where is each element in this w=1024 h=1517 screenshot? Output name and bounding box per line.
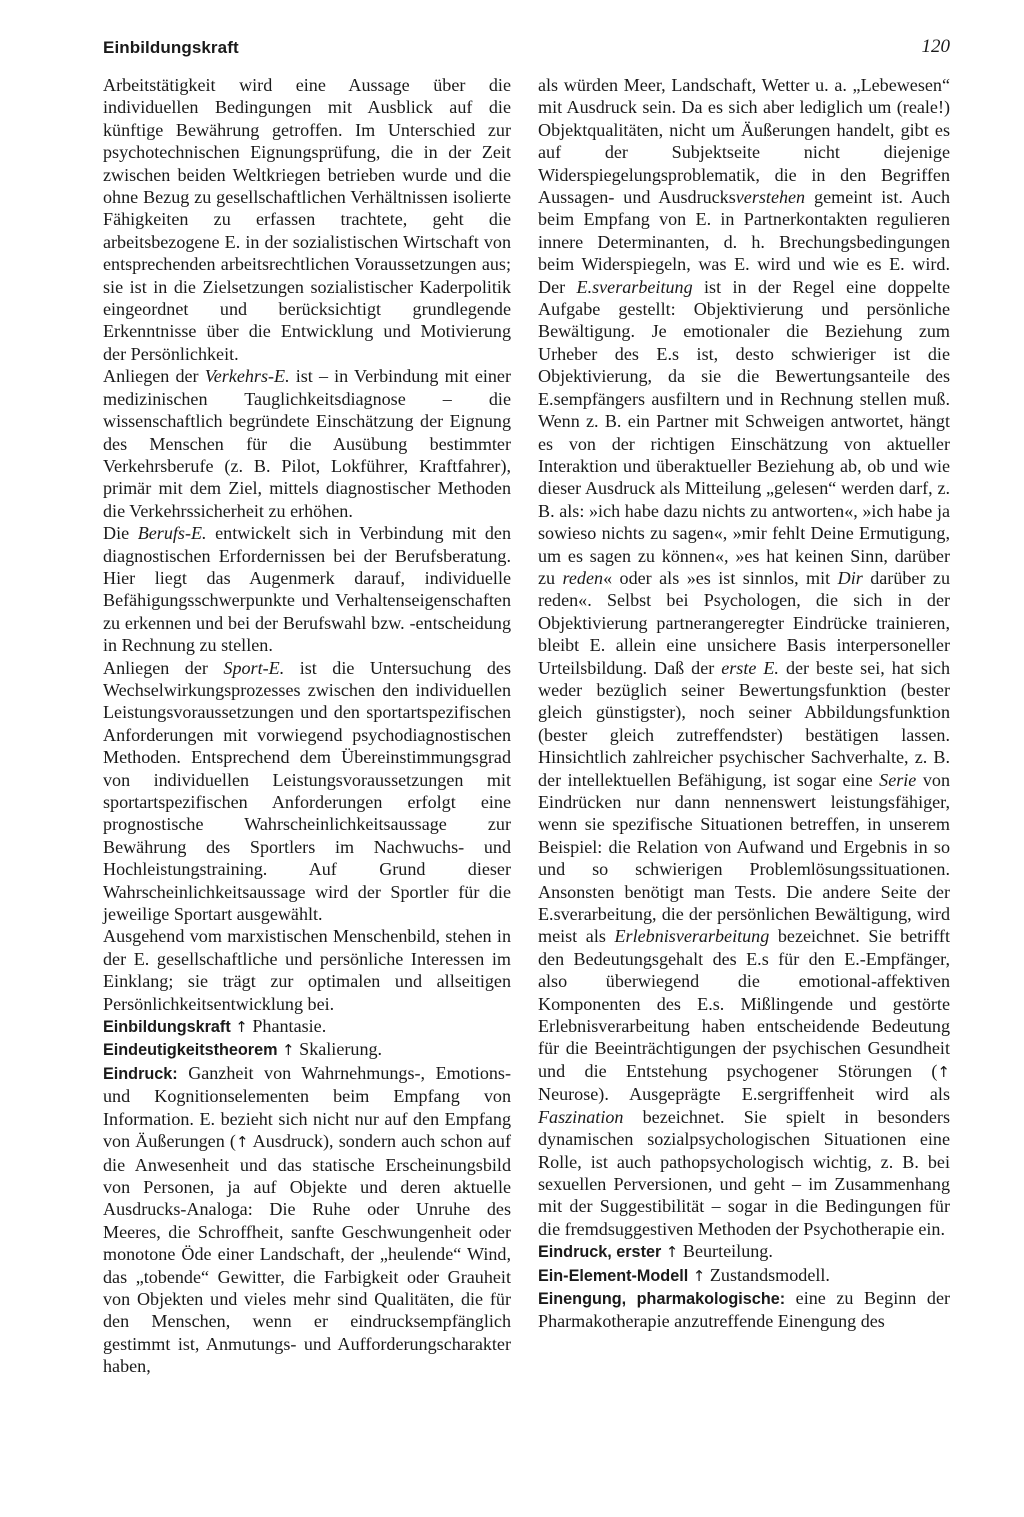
page-number: 120: [921, 36, 950, 57]
paragraph-sport-e: Anliegen der Sport-E. ist die Untersuchung des Wechselwirkungsprozesses zwischen den individuellen Leistungsvoraussetzungen und den sportartspezifischen Anforderungen mit vorwiegend psychodiagnostischen Methoden. Entsprechend dem Übereinstimmungsgrad von individuellen Leistungsvoraussetzungen mit sportartspezifischen Anforderungen erfolgt eine prognostische Wahrscheinlichkeitsaussage zur Bewährung des Sportlers im Nachwuchs- und Hochleistungstraining. Auf Grund dieser Wahrscheinlichkeitsaussage wird der Sportler für die jeweilige Sportart ausgewählt.: [103, 657, 511, 925]
term-faszination: Faszination: [538, 1106, 624, 1127]
running-head: Einbildungskraft: [103, 38, 239, 57]
cross-reference-target: Skalierung.: [299, 1039, 383, 1060]
entry-headword: Ein-Element-Modell: [538, 1266, 689, 1285]
entry-eindeutigkeitstheorem: [103, 1038, 511, 1061]
cross-reference-arrow-icon: ↑: [692, 1266, 706, 1285]
term-erste-e: erste E.: [721, 657, 779, 678]
cross-reference-target: Zustandsmodell.: [709, 1264, 830, 1285]
term-berufs-e: Berufs-E.: [137, 523, 207, 544]
paragraph-eindruck-continued: als würden Meer, Landschaft, Wetter u. a. „Lebewesen“ mit Ausdruck sein. Da es sich aber lediglich um (reale!) Objektqualitäten, nicht um Äußerungen handelt, gibt es auf der Subjektseite nicht diejenige Widerspiegelungsproblematik, die in den Begriffen Aussagen- und Ausdrucksverstehen gemeint ist. Auch beim Empfang von E. in Partnerkontakten regulieren innere Determinanten, d. h. Brechungsbedingungen beim Widerspiegeln, was E. wird und wie es E. wird. Der E.sverarbeitung ist in der Regel eine doppelte Aufgabe gestellt: Objektivierung und persönliche Bewältigung. Je emotionaler die Beziehung zum Urheber des E.s ist, desto schwieriger ist die Objektivierung, da sie die Bewertungsanteile des E.sempfängers ausfiltern und in Rechnung stellen muß. Wenn z. B. ein Partner mit Schweigen antwortet, hängt es von der richtigen Einschätzung von aktueller Interaktion und überaktueller Beziehung ab, ob und wie dieser Ausdruck als Mitteilung „gelesen“ werden darf, z. B. als: »ich habe dazu nichts zu antworten«, »ich habe ja sowieso nichts zu sagen«, »mir fehlt Deine Ermutigung, um es sagen zu können«, »es hat keinen Sinn, darüber zu reden« oder als »es ist sinnlos, mit Dir darüber zu reden«. Selbst bei Psychologen, die sich in der Objektivierung partnerangeregter Eindrücke trainieren, bleibt E. allein eine unsichere Basis interpersoneller Urteilsbildung. Daß der erste E. der beste sei, hat sich weder bezüglich seiner Bewertungsfunktion (bester gleich günstigster), noch seiner Abbildungsfunktion (bester gleich zutreffendster) bestätigen lassen. Hinsichtlich zahlreicher psychischer Sachverhalte, z. B. der intellektuellen Befähigung, ist sogar eine Serie von Eindrücken nur dann nennenswert leistungsfähiger, wenn sie spezifische Situationen betreffen, in unserem Beispiel: die Relation von Aufwand und Ergebnis in so und so schwierigen Problemlösungssituationen. Ansonsten benötigt man Tests. Die andere Seite der E.sverarbeitung, die der persönlichen Bewältigung, wird meist als Erlebnisverarbeitung bezeichnet. Sie betrifft den Bedeutungsgehalt des E.s für den E.-Empfänger, also überwiegend die emotional-affektiven Komponenten des E.s. Mißlingende und gestörte Erlebnisverarbeitung haben entscheidende Bedeutung für die Beeinträchtigungen der psychischen Gesundheit und die Entstehung psychogener Störungen (↑ Neurose). Ausgeprägte E.sergriffenheit wird als Faszination bezeichnet. Sie spielt in besonders dynamischen sozialpsychologischen Situationen eine Rolle, ist auch pathopsychologisch wichtig, z. B. bei sexuellen Perversionen, und geht – im Zusammenhang mit der Suggestibilität – sogar in die Bedingungen für die fremdsuggestiven Methoden der Psychotherapie ein.: [538, 75, 950, 1239]
entry-eindruck: Eindruck: Ganzheit von Wahrnehmungs-, Emotions- und Kognitionselementen beim Empfang von Information. E. bezieht sich nicht nur auf den Empfang von Äußerungen (↑ Ausdruck), sondern auch schon auf die Anwesenheit und das statische Erscheinungsbild von Personen, ja auf Objekte und deren aktuelle Ausdrucks-Analoga: Die Ruhe oder Unruhe des Meeres, die Schroffheit, sanfte Geschwungenheit oder monotone Öde einer Landschaft, der „heulende“ Wind, das „tobende“ Gewitter, die Farbigkeit oder Grauheit von Objekten und vieles mehr sind Qualitäten, die für den Menschen, wenn er eindrucksempfänglich gestimmt ist, Anmutungs- und Aufforderungscharakter haben,: [103, 1062, 511, 1377]
cross-reference-arrow-icon: ↑: [665, 1243, 679, 1262]
term-erlebnisverarbeitung: Erlebnisverarbeitung: [614, 926, 770, 947]
entry-headword: Einbildungskraft: [103, 1018, 231, 1037]
term-sport-e: Sport-E.: [223, 657, 285, 678]
cross-reference-arrow-icon: ↑: [235, 1018, 248, 1037]
paragraph-verkehrs-e: Anliegen der Verkehrs-E. ist – in Verbindung mit einer medizinischen Tauglichkeitsdiagnose – die wissenschaftlich begründete Einschätzung der Eignung des Menschen für die Ausübung bestimmter Verkehrsberufe (z. B. Pilot, Lokführer, Kraftfahrer), primär mit dem Ziel, mittels diagnostischer Methoden die Verkehrssicherheit zu erhöhen.: [103, 366, 511, 521]
entry-einengung-pharmakologische: Einengung, pharmakologische: eine zu Beginn der Pharmakotherapie anzutreffende Einengung des: [538, 1287, 950, 1332]
entry-eindruck-erster: [538, 1240, 950, 1263]
term-verkehrs-e: Verkehrs-E.: [204, 366, 290, 387]
right-column: [538, 74, 950, 1333]
cross-reference-arrow-icon: ↑: [937, 1062, 950, 1081]
paragraph-menschenbild: Ausgehend vom marxistischen Menschenbild, stehen in der E. gesellschaftliche und persönliche Interessen im Einklang; sie trägt zur optimalen und allseitigen Persönlichkeitsentwicklung bei.: [103, 926, 511, 1014]
entry-headword: Eindruck, erster: [538, 1243, 662, 1262]
entry-ein-element-modell: [538, 1264, 950, 1287]
entry-einbildungskraft: [103, 1015, 511, 1038]
cross-reference-target: Beurteilung.: [682, 1241, 773, 1262]
entry-headword: Einengung, pharmakologische:: [538, 1289, 786, 1308]
cross-reference-arrow-icon: ↑: [282, 1041, 295, 1060]
paragraph-berufs-e: Die Berufs-E. entwickelt sich in Verbindung mit den diagnostischen Erfordernissen bei der Berufsberatung. Hier liegt das Augenmerk darauf, individuelle Befähigungsschwerpunkte und Verhaltenseigenschaften zu erkennen und bei der Berufswahl bzw. -entscheidung in Rechnung zu stellen.: [103, 523, 511, 656]
entry-headword: Eindruck:: [103, 1064, 178, 1083]
term-e-sverarbeitung: E.sverarbeitung: [576, 276, 693, 297]
left-column: [103, 74, 511, 1378]
cross-reference-target: Phantasie.: [252, 1016, 327, 1037]
paragraph-arbeits-e: Arbeitstätigkeit wird eine Aussage über die individuellen Bedingungen mit Ausblick auf die künftige Bewährung getroffen. Im Unterschied zur psychotechnischen Eignungsprüfung, die in der Zeit zwischen beiden Weltkriegen betrieben wurde und die ohne Bezug zu gesellschaftlichen Verhältnissen isolierte Fähigkeiten zu erfassen trachtete, geht die arbeitsbezogene E. in der sozialistischen Wirtschaft von entsprechenden arbeitsrechtlichen Voraussetzungen aus; sie ist in die Zielsetzungen sozialistischer Kaderpolitik eingeordnet und berücksichtigt grundlegende Erkenntnisse über die Entwicklung und Motivierung der Persönlichkeit.: [103, 75, 511, 364]
cross-reference-arrow-icon: ↑: [235, 1133, 249, 1152]
entry-headword: Eindeutigkeitstheorem: [103, 1041, 278, 1060]
